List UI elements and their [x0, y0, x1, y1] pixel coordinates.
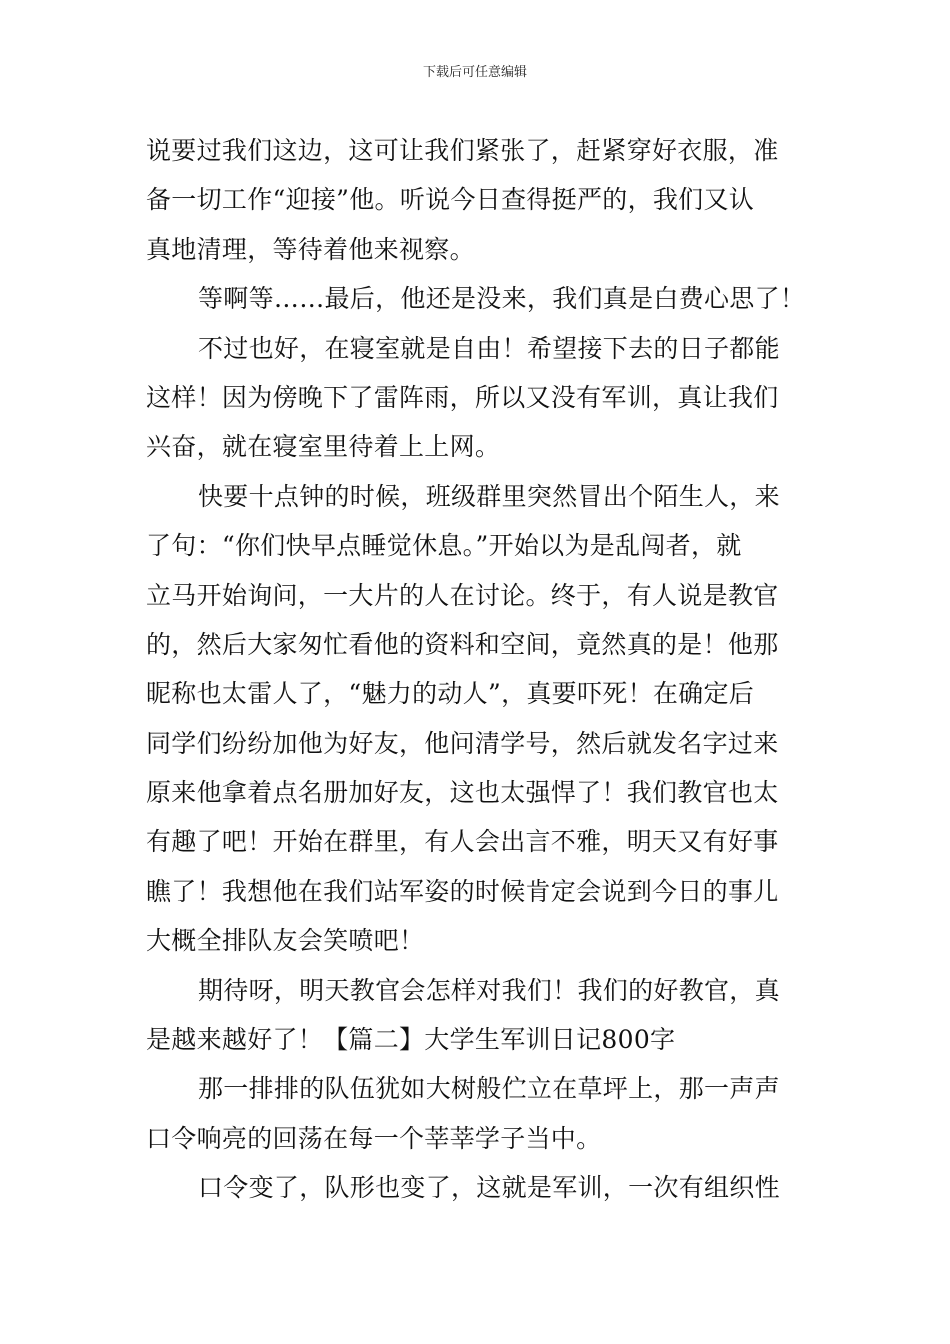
text-line: 有趣了吧！开始在群里，有人会出言不雅，明天又有好事 — [146, 827, 779, 857]
text-line: 兴奋，就在寝室里待着上上网。 — [146, 432, 501, 462]
text-line: 立马开始询问，一大片的人在讨论。终于，有人说是教官 — [146, 580, 779, 610]
text-line: 是越来越好了！【篇二】大学生军训日记800字 — [146, 1025, 676, 1055]
text-line: 的，然后大家匆忙看他的资料和空间，竟然真的是！他那 — [146, 629, 779, 659]
text-line: 瞧了！我想他在我们站军姿的时候肯定会说到今日的事儿 — [146, 876, 779, 906]
text-line: 说要过我们这边，这可让我们紧张了，赶紧穿好衣服，准 — [146, 136, 779, 165]
document-body — [146, 126, 808, 1213]
text-line: 等啊等……最后，他还是没来，我们真是白费心思了！ — [198, 284, 806, 314]
text-line: 原来他拿着点名册加好友，这也太强悍了！我们教官也太 — [146, 778, 779, 808]
text-line: 真地清理，等待着他来视察。 — [146, 234, 475, 264]
text-line: 了句：“你们快早点睡觉休息。”开始以为是乱闯者，就 — [146, 531, 742, 561]
text-line: 大概全排队友会笑喷吧！ — [146, 926, 425, 956]
text-line: 那一排排的队伍犹如大树般伫立在草坪上，那一声声 — [198, 1074, 780, 1104]
text-line: 期待呀，明天教官会怎样对我们！我们的好教官，真 — [198, 975, 780, 1005]
text-line: 这样！因为傍晚下了雷阵雨，所以又没有军训，真让我们 — [146, 382, 779, 412]
page-header: 下载后可任意编辑 — [422, 65, 527, 80]
text-line: 口令变了，队形也变了，这就是军训，一次有组织性 — [198, 1173, 780, 1203]
text-line: 同学们纷纷加他为好友，他问清学号，然后就发名字过来 — [146, 728, 779, 758]
text-line: 快要十点钟的时候，班级群里突然冒出个陌生人，来 — [198, 481, 780, 511]
text-line: 备一切工作“迎接”他。听说今日查得挺严的，我们又认 — [146, 185, 755, 215]
text-line: 昵称也太雷人了，“魅力的动人”，真要吓死！在确定后 — [146, 679, 755, 709]
text-line: 口令响亮的回荡在每一个莘莘学子当中。 — [146, 1123, 602, 1153]
text-line: 不过也好，在寝室就是自由！希望接下去的日子都能 — [198, 333, 780, 363]
